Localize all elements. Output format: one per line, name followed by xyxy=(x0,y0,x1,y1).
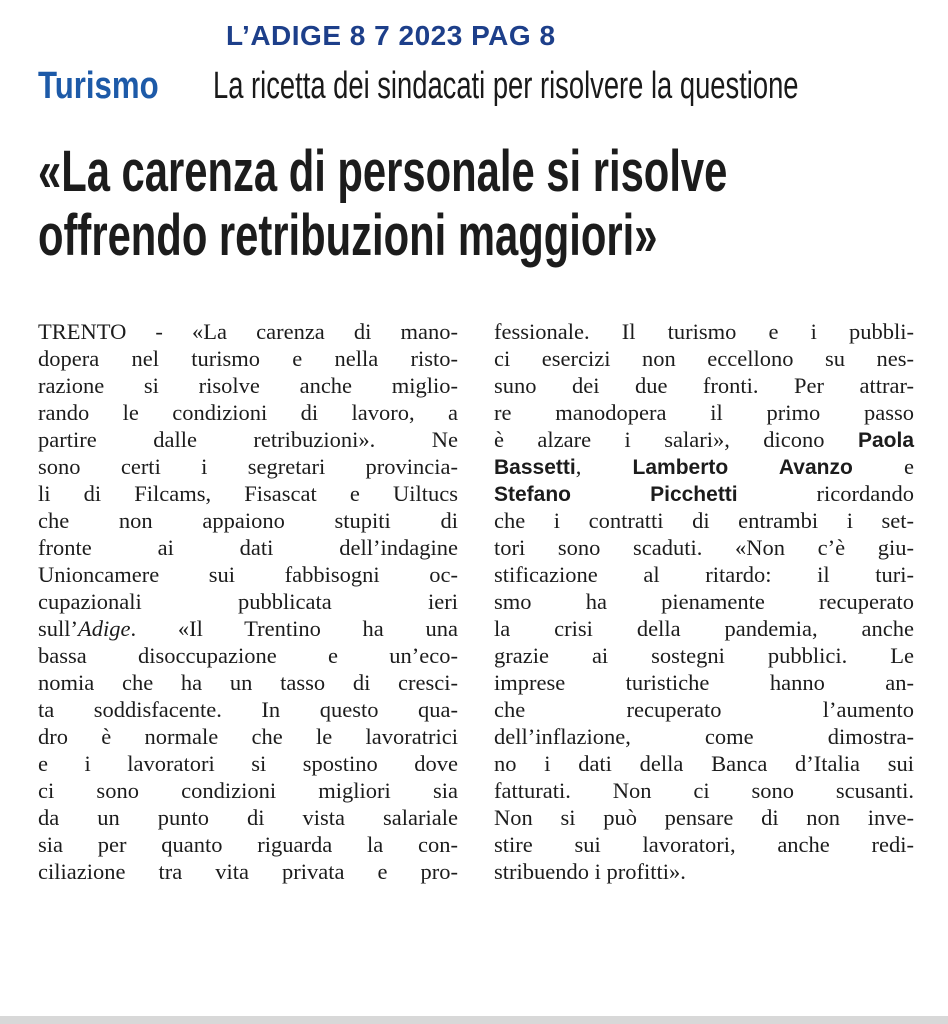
article-headline xyxy=(38,140,866,268)
body-line: smo ha pienamente recuperato xyxy=(494,589,914,614)
body-line: TRENTO - «La carenza di mano- xyxy=(38,319,458,344)
body-fragment: sull’ xyxy=(38,616,79,641)
body-line xyxy=(38,615,458,642)
body-line: dell’inflazione, come dimostra- xyxy=(494,724,914,749)
body-line: ciliazione tra vita privata e pro- xyxy=(38,859,458,884)
body-line xyxy=(494,480,914,507)
person-name: Lamberto Avanzo xyxy=(632,456,853,479)
body-line: stificazione al ritardo: il turi- xyxy=(494,562,914,587)
body-line: che recuperato l’aumento xyxy=(494,697,914,722)
body-line: sono certi i segretari provincia- xyxy=(38,454,458,479)
body-line: cupazionali pubblicata ieri xyxy=(38,589,458,614)
body-fragment: , xyxy=(575,454,633,479)
body-line: grazie ai sostegni pubblici. Le xyxy=(494,643,914,668)
body-line: ta soddisfacente. In questo qua- xyxy=(38,697,458,722)
body-line: no i dati della Banca d’Italia sui xyxy=(494,751,914,776)
body-line: fatturati. Non ci sono scusanti. xyxy=(494,778,914,803)
person-name: Stefano Picchetti xyxy=(494,483,738,506)
body-line: ci esercizi non eccellono su nes- xyxy=(494,346,914,371)
body-line: Unioncamere sui fabbisogni oc- xyxy=(38,562,458,587)
body-fragment: è alzare i salari», dicono xyxy=(494,427,858,452)
bottom-edge xyxy=(0,1016,948,1024)
body-line: partire dalle retribuzioni». Ne xyxy=(38,427,458,452)
body-line xyxy=(494,453,914,480)
body-line: ci sono condizioni migliori sia xyxy=(38,778,458,803)
body-line: stribuendo i profitti». xyxy=(494,859,686,884)
body-line: tori sono scaduti. «Non c’è giu- xyxy=(494,535,914,560)
body-line: dopera nel turismo e nella risto- xyxy=(38,346,458,371)
body-column-right xyxy=(494,318,914,885)
body-line: fronte ai dati dell’indagine xyxy=(38,535,458,560)
kicker-text: La ricetta dei sindacati per risolvere la questione xyxy=(213,64,799,107)
body-line: razione si risolve anche miglio- xyxy=(38,373,458,398)
body-line: dro è normale che le lavoratrici xyxy=(38,724,458,749)
body-line: re manodopera il primo passo xyxy=(494,400,914,425)
body-line: rando le condizioni di lavoro, a xyxy=(38,400,458,425)
body-line: fessionale. Il turismo e i pubbli- xyxy=(494,319,914,344)
body-column-left xyxy=(38,318,458,885)
body-line: che i contratti di entrambi i set- xyxy=(494,508,914,533)
person-name: Bassetti xyxy=(494,456,576,479)
body-fragment: ricordando xyxy=(737,481,914,506)
source-reference: L’ADIGE 8 7 2023 PAG 8 xyxy=(226,20,556,51)
body-line: da un punto di vista salariale xyxy=(38,805,458,830)
headline-line-2: offrendo retribuzioni maggiori» xyxy=(38,203,658,268)
body-line: li di Filcams, Fisascat e Uiltucs xyxy=(38,481,458,506)
body-line: sia per quanto riguarda la con- xyxy=(38,832,458,857)
body-line: nomia che ha un tasso di cresci- xyxy=(38,670,458,695)
body-line: bassa disoccupazione e un’eco- xyxy=(38,643,458,668)
body-line: che non appaiono stupiti di xyxy=(38,508,458,533)
newspaper-name: Adige xyxy=(78,616,131,641)
body-line: e i lavoratori si spostino dove xyxy=(38,751,458,776)
body-line: imprese turistiche hanno an- xyxy=(494,670,914,695)
body-line: suno dei due fronti. Per attrar- xyxy=(494,373,914,398)
body-line: la crisi della pandemia, anche xyxy=(494,616,914,641)
body-line: stire sui lavoratori, anche redi- xyxy=(494,832,914,857)
headline-line-1: «La carenza di personale si risolve xyxy=(38,139,728,204)
kicker-row xyxy=(38,60,918,112)
body-fragment: e xyxy=(852,454,914,479)
person-name: Paola xyxy=(857,429,914,452)
body-line: Non si può pensare di non inve- xyxy=(494,805,914,830)
section-label: Turismo xyxy=(38,64,159,107)
body-fragment: . «Il Trentino ha una xyxy=(130,616,458,641)
body-line xyxy=(494,426,914,453)
